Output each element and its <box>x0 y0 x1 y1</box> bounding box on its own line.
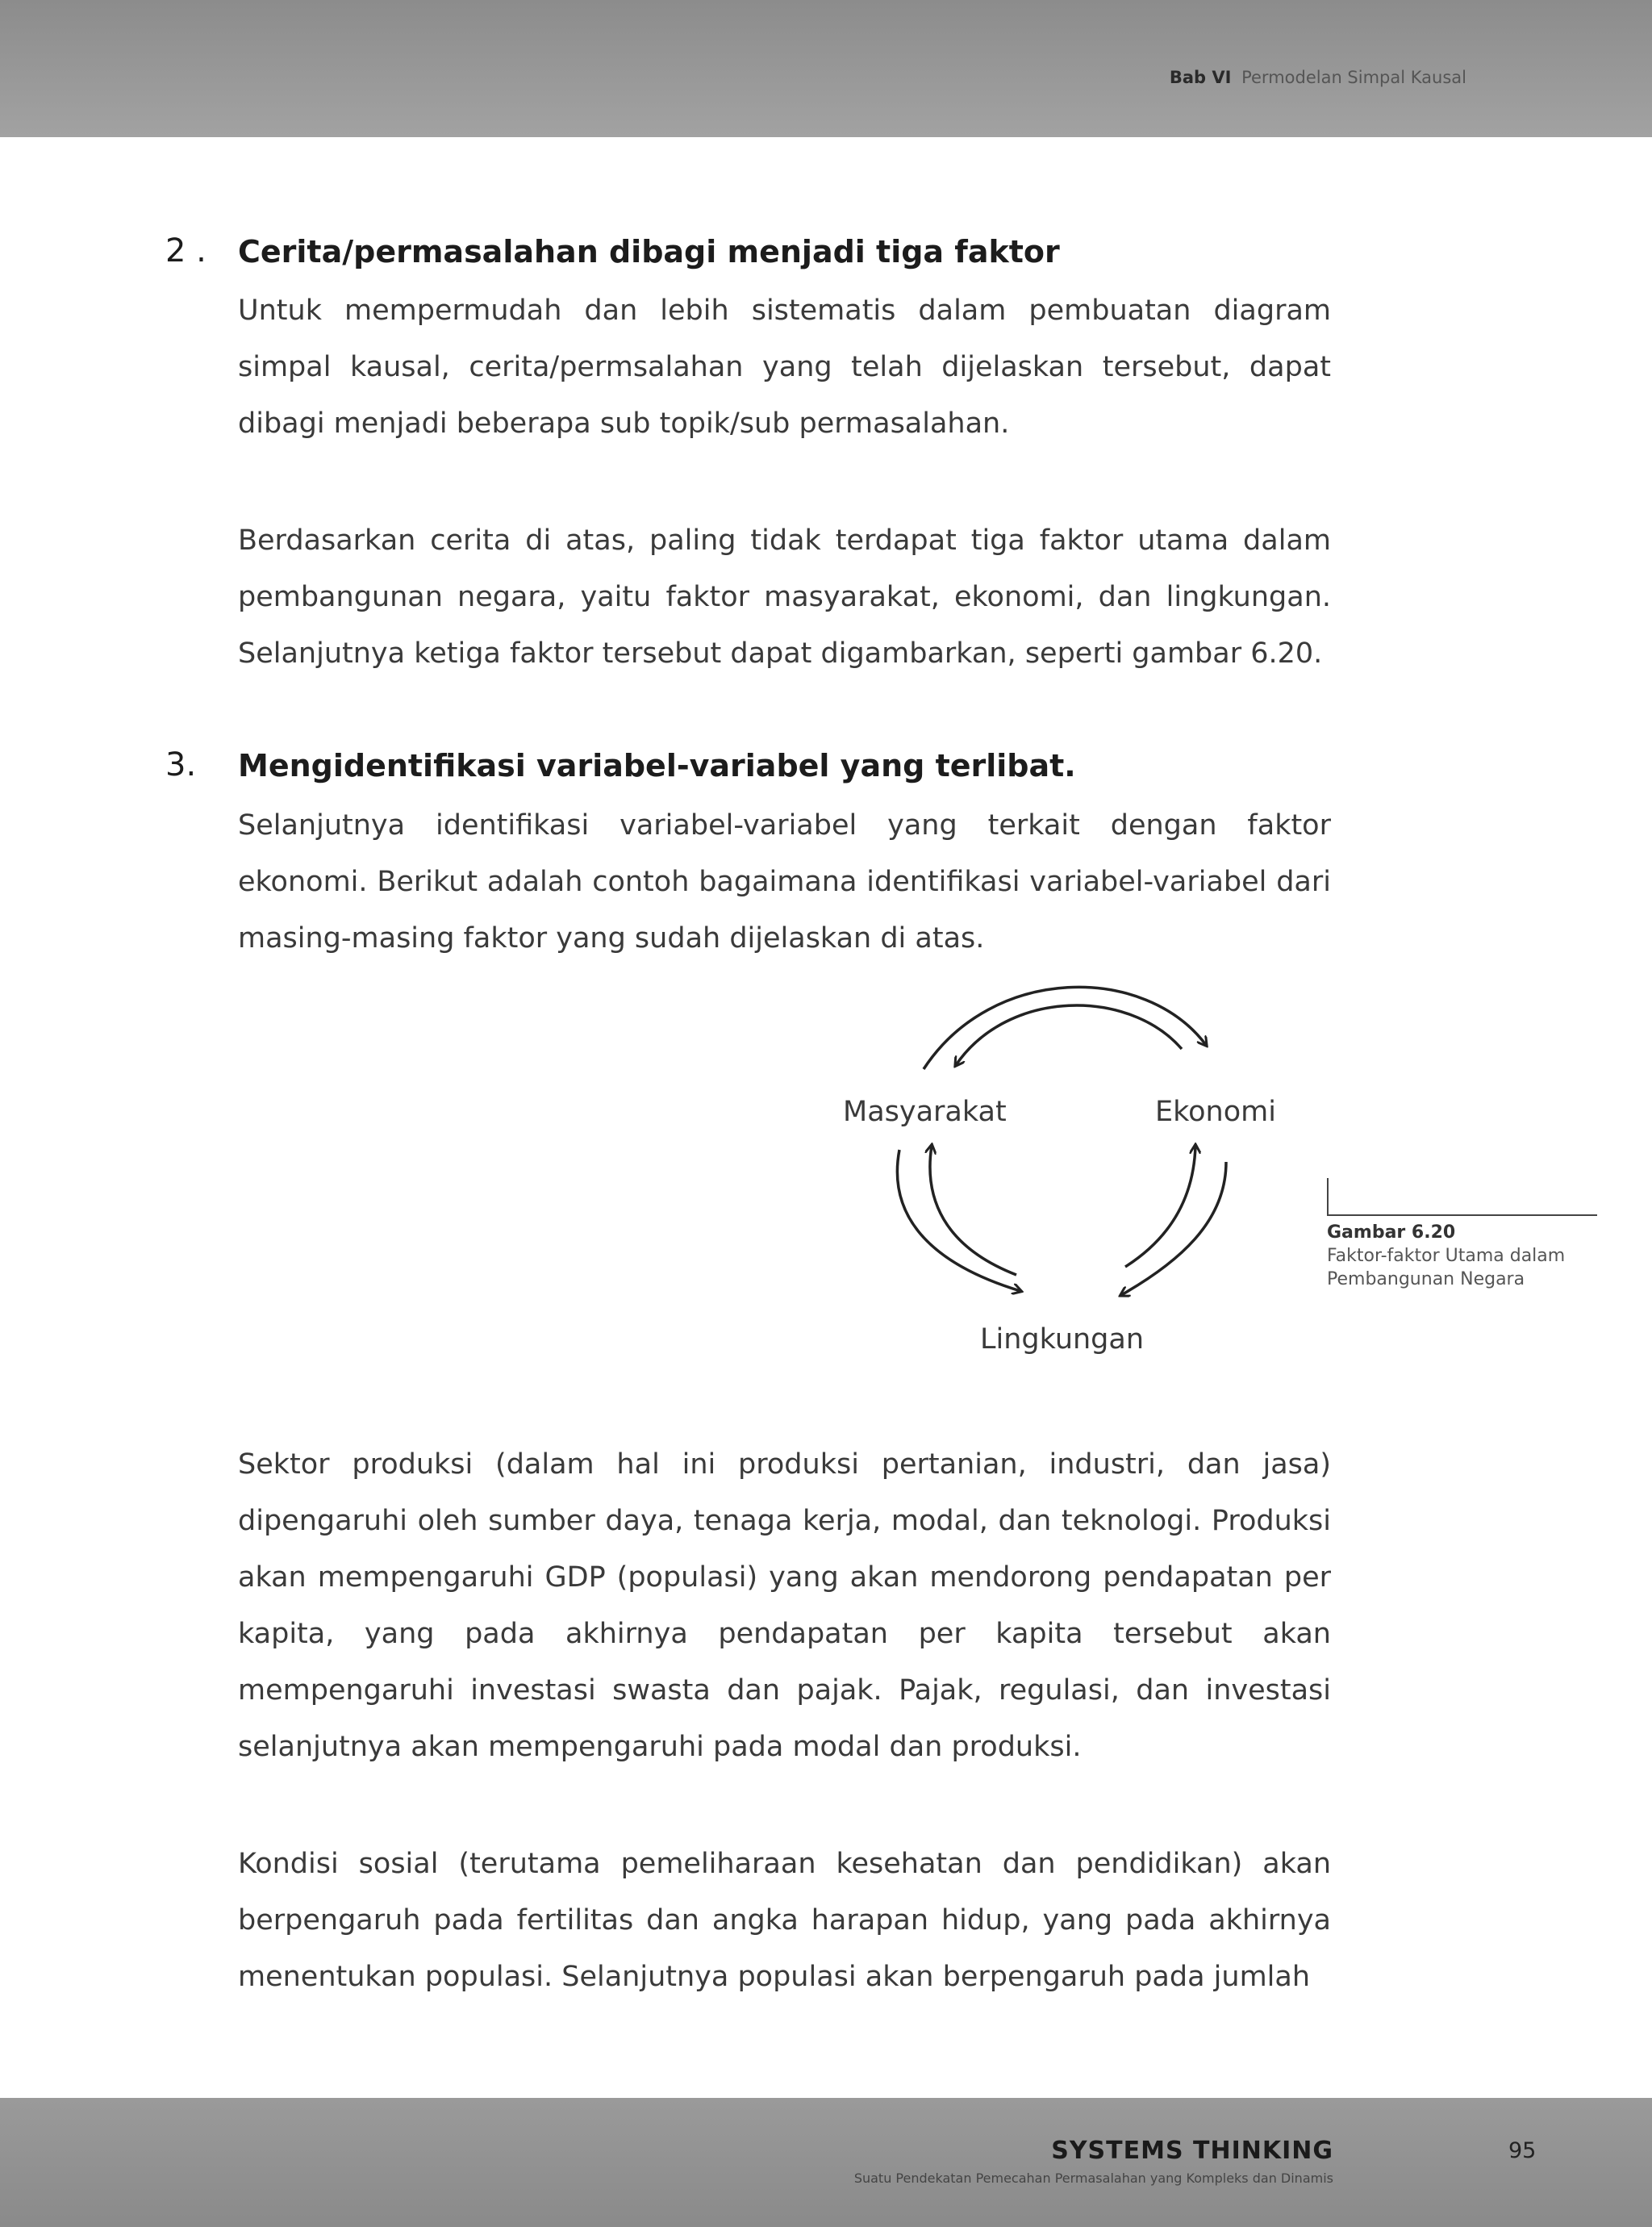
footer-subtitle: Suatu Pendekatan Pemecahan Permasalahan yang Kompleks dan Dinamis <box>853 2171 1333 2186</box>
paragraph: Sektor produksi (dalam hal ini produksi pertanian, industri, dan jasa) dipengaruhi oleh sumber daya, tenaga kerja, modal, dan teknologi. Produksi akan mempengaruhi GDP (populasi) yang akan mendorong pendapatan per kapita, yang pada akhirnya pendapatan per kapita tersebut akan mempengaruhi investasi swasta dan pajak. Pajak, regulasi, dan investasi selanjutnya akan mempengaruhi pada modal dan produksi. <box>238 1448 1331 1763</box>
footer-brand: SYSTEMS THINKING <box>1051 2137 1333 2165</box>
caption-text: Faktor-faktor Utama dalam Pembangunan Negara <box>1327 1246 1566 1289</box>
chapter-number: Bab VI <box>1169 68 1232 87</box>
paragraph: Selanjutnya identifikasi variabel-variabel yang terkait dengan faktor ekonomi. Berikut adalah contoh bagaimana identifikasi variabel-variabel dari masing-masing faktor yang sudah dijelaskan di atas. <box>238 809 1331 955</box>
node-ekonomi: Ekonomi <box>1155 1096 1276 1128</box>
section-2-heading <box>165 232 1335 281</box>
arrow-masyarakat-to-ekonomi <box>924 987 1206 1069</box>
arrow-ekonomi-to-masyarakat <box>956 1005 1182 1065</box>
paragraph: Untuk mempermudah dan lebih sistematis dalam pembuatan diagram simpal kausal, cerita/permsalahan yang telah dijelaskan tersebut, dapat dibagi menjadi beberapa sub topik/sub permasalahan. <box>238 295 1331 440</box>
running-head <box>1170 68 1466 87</box>
node-masyarakat: Masyarakat <box>843 1096 1007 1128</box>
section-number: 3. <box>165 746 197 783</box>
section-3-heading <box>165 746 1335 795</box>
page-number: 95 <box>1508 2138 1537 2163</box>
node-lingkungan: Lingkungan <box>980 1323 1145 1356</box>
figure-caption <box>1327 1214 1601 1291</box>
paragraph: Kondisi sosial (terutama pemeliharaan kesehatan dan pendidikan) akan berpengaruh pada fertilitas dan angka harapan hidup, yang pada akhirnya menentukan populasi. Selanjutnya populasi akan berpengaruh pada jumlah <box>238 1848 1331 1993</box>
section-number: 2 . <box>165 232 206 269</box>
caption-title: Gambar 6.20 <box>1327 1222 1456 1243</box>
arrow-ekonomi-to-lingkungan <box>1121 1162 1226 1295</box>
section-title: Mengidentifikasi variabel-variabel yang terlibat. <box>238 748 1076 783</box>
page-footer-band <box>0 2098 1652 2227</box>
chapter-title: Permodelan Simpal Kausal <box>1241 68 1466 87</box>
section-title: Cerita/permasalahan dibagi menjadi tiga faktor <box>238 234 1060 269</box>
caption-rule <box>1327 1178 1329 1214</box>
causal-diagram <box>823 972 1323 1392</box>
paragraph: Berdasarkan cerita di atas, paling tidak terdapat tiga faktor utama dalam pembangunan negara, yaitu faktor masyarakat, ekonomi, dan lingkungan. Selanjutnya ketiga faktor tersebut dapat digambarkan, seperti gambar 6.20. <box>238 524 1331 670</box>
